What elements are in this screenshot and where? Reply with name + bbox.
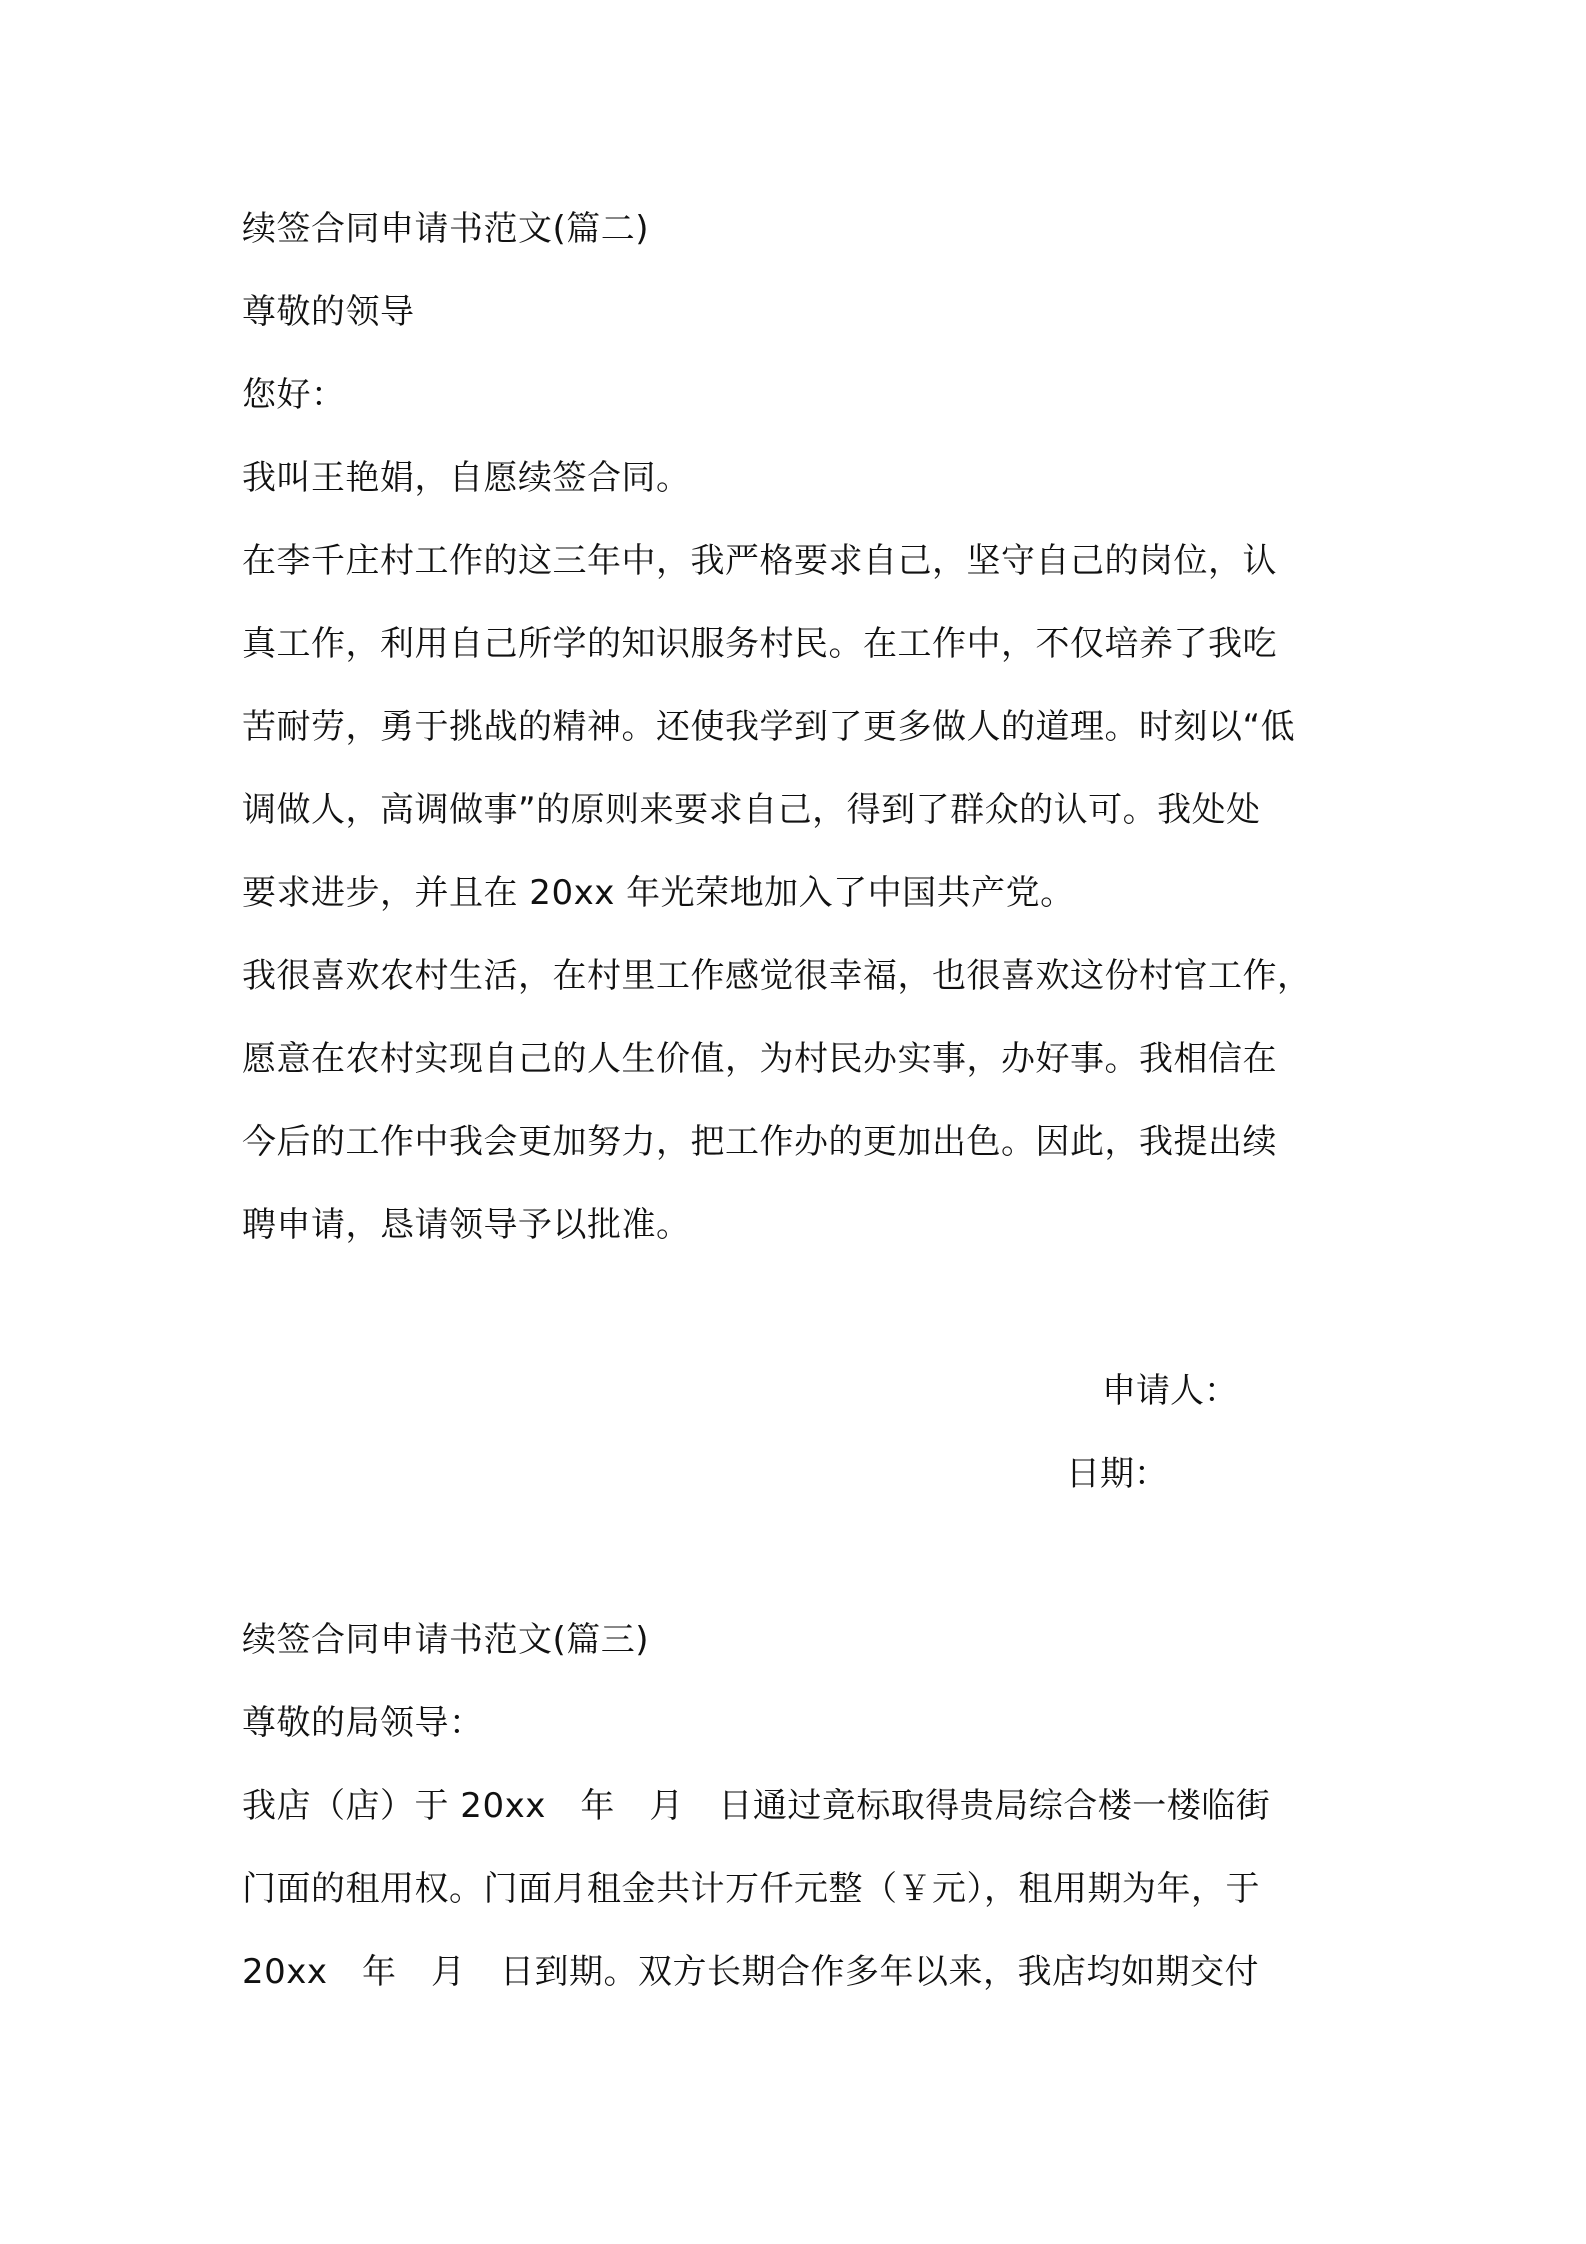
applicant-label: 申请人： bbox=[1102, 1371, 1238, 1411]
date-label: 日期： bbox=[1066, 1454, 1168, 1494]
section2-para2-line: 我很喜欢农村生活，在村里工作感觉很幸福，也很喜欢这份村官工作， bbox=[242, 956, 1312, 996]
section3-para1-line: 我店（店）于 20xx 年 月 日通过竟标取得贵局综合楼一楼临街 bbox=[242, 1786, 1271, 1826]
section2-para2-line: 今后的工作中我会更加努力，把工作办的更加出色。因此，我提出续 bbox=[242, 1122, 1277, 1162]
section2-para1-line: 苦耐劳，勇于挑战的精神。还使我学到了更多做人的道理。时刻以“低 bbox=[242, 707, 1296, 747]
section2-para1-line: 在李千庄村工作的这三年中，我严格要求自己，坚守自己的岗位，认 bbox=[242, 541, 1277, 581]
section2-para1-line: 调做人，高调做事”的原则来要求自己，得到了群众的认可。我处处 bbox=[242, 790, 1261, 830]
section2-para1-line: 要求进步，并且在 20xx 年光荣地加入了中国共产党。 bbox=[242, 873, 1075, 913]
section3-para1-line: 门面的租用权。门面月租金共计万仟元整（￥元），租用期为年，于 bbox=[242, 1869, 1260, 1909]
section3-para1-line: 20xx 年 月 日到期。双方长期合作多年以来，我店均如期交付 bbox=[242, 1952, 1260, 1992]
section2-para2-line: 聘申请，恳请领导予以批准。 bbox=[242, 1205, 691, 1245]
section2-para1-line: 真工作，利用自己所学的知识服务村民。在工作中，不仅培养了我吃 bbox=[242, 624, 1277, 664]
section2-title: 续签合同申请书范文(篇二) bbox=[242, 209, 650, 249]
section2-greeting: 您好： bbox=[242, 375, 346, 415]
section3-salutation: 尊敬的局领导： bbox=[242, 1703, 484, 1743]
section3-title: 续签合同申请书范文(篇三) bbox=[242, 1620, 650, 1660]
section2-para2-line: 愿意在农村实现自己的人生价值，为村民办实事，办好事。我相信在 bbox=[242, 1039, 1277, 1079]
section2-intro: 我叫王艳娟，自愿续签合同。 bbox=[242, 458, 691, 498]
section2-salutation: 尊敬的领导 bbox=[242, 292, 415, 332]
